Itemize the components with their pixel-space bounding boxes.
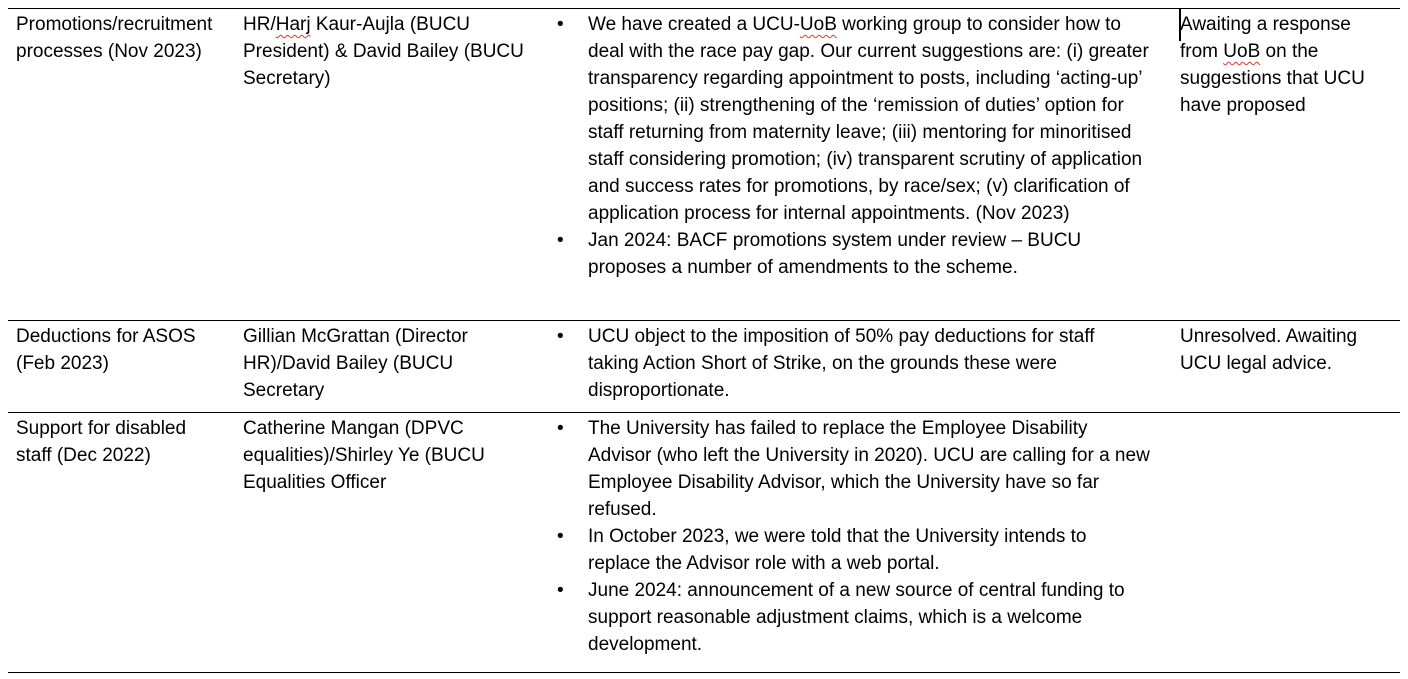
text-cursor [1179,9,1181,41]
bullet-item [548,577,1162,658]
details-cell[interactable] [540,321,1172,412]
bullet-marker-icon: • [557,580,564,601]
bullet-text: We have created a UCU-UoB working group to consider how to deal with the race pay gap. Our current suggestions are: (i) greater transparency regarding appointment to posts, including ‘acting-up’ positions; (ii) strengthening of the ‘remission of duties’ option for staff returning from maternity leave; (iii) mentoring for minoritised staff considering promotion; (iv) transparent scrutiny of application and success rates for promotions, by race/sex; (v) clarification of application process for internal appointments. (Nov 2023) [588,14,1149,224]
misspelled-word: UoB [799,14,837,35]
bullet-marker-icon: • [557,14,564,35]
contacts-text: HR/Harj Kaur-Aujla (BUCU President) & David Bailey (BUCU Secretary) [243,14,524,89]
status-cell[interactable] [1172,413,1400,672]
table-row [8,412,1400,672]
bullet-item [548,415,1162,523]
issue-text: Support for disabled staff (Dec 2022) [16,418,187,466]
issues-table [8,8,1400,673]
contacts-cell[interactable] [235,9,540,320]
bullet-item [548,11,1162,227]
status-text: Awaiting a response from UoB on the suggestions that UCU have proposed [1180,14,1365,116]
issue-cell[interactable] [8,413,235,672]
bullet-marker-icon: • [557,326,564,347]
contacts-cell[interactable] [235,413,540,672]
bullet-item [548,323,1162,404]
contacts-cell[interactable] [235,321,540,412]
bullet-text: UCU object to the imposition of 50% pay deductions for staff taking Action Short of Strike, on the grounds these were disproportionate. [588,326,1095,401]
bullet-text: In October 2023, we were told that the University intends to replace the Advisor role with a web portal. [588,526,1087,574]
bullet-text: June 2024: announcement of a new source of central funding to support reasonable adjustment claims, which is a welcome development. [588,580,1125,655]
bullet-item [548,523,1162,577]
bullet-text: The University has failed to replace the Employee Disability Advisor (who left the University in 2020). UCU are calling for a new Employee Disability Advisor, which the University have so far refused. [588,418,1150,520]
status-text: Unresolved. Awaiting UCU legal advice. [1180,326,1358,374]
bullet-item [548,227,1162,281]
status-cell[interactable] [1172,9,1400,320]
issue-text: Deductions for ASOS (Feb 2023) [16,326,196,374]
issue-text: Promotions/recruitment processes (Nov 2023) [16,14,213,62]
table-row [8,320,1400,412]
issue-cell[interactable] [8,321,235,412]
status-cell[interactable] [1172,321,1400,412]
bullet-text: Jan 2024: BACF promotions system under review – BUCU proposes a number of amendments to the scheme. [588,230,1082,278]
contacts-text: Gillian McGrattan (Director HR)/David Bailey (BUCU Secretary [243,326,468,401]
contacts-text: Catherine Mangan (DPVC equalities)/Shirley Ye (BUCU Equalities Officer [243,418,485,493]
details-cell[interactable] [540,413,1172,672]
details-cell[interactable] [540,9,1172,320]
misspelled-word: UoB [1223,41,1261,62]
bullet-marker-icon: • [557,418,564,439]
misspelled-word: Harj [275,14,311,35]
table-row [8,8,1400,320]
issue-cell[interactable] [8,9,235,320]
bullet-marker-icon: • [557,526,564,547]
bullet-marker-icon: • [557,230,564,251]
